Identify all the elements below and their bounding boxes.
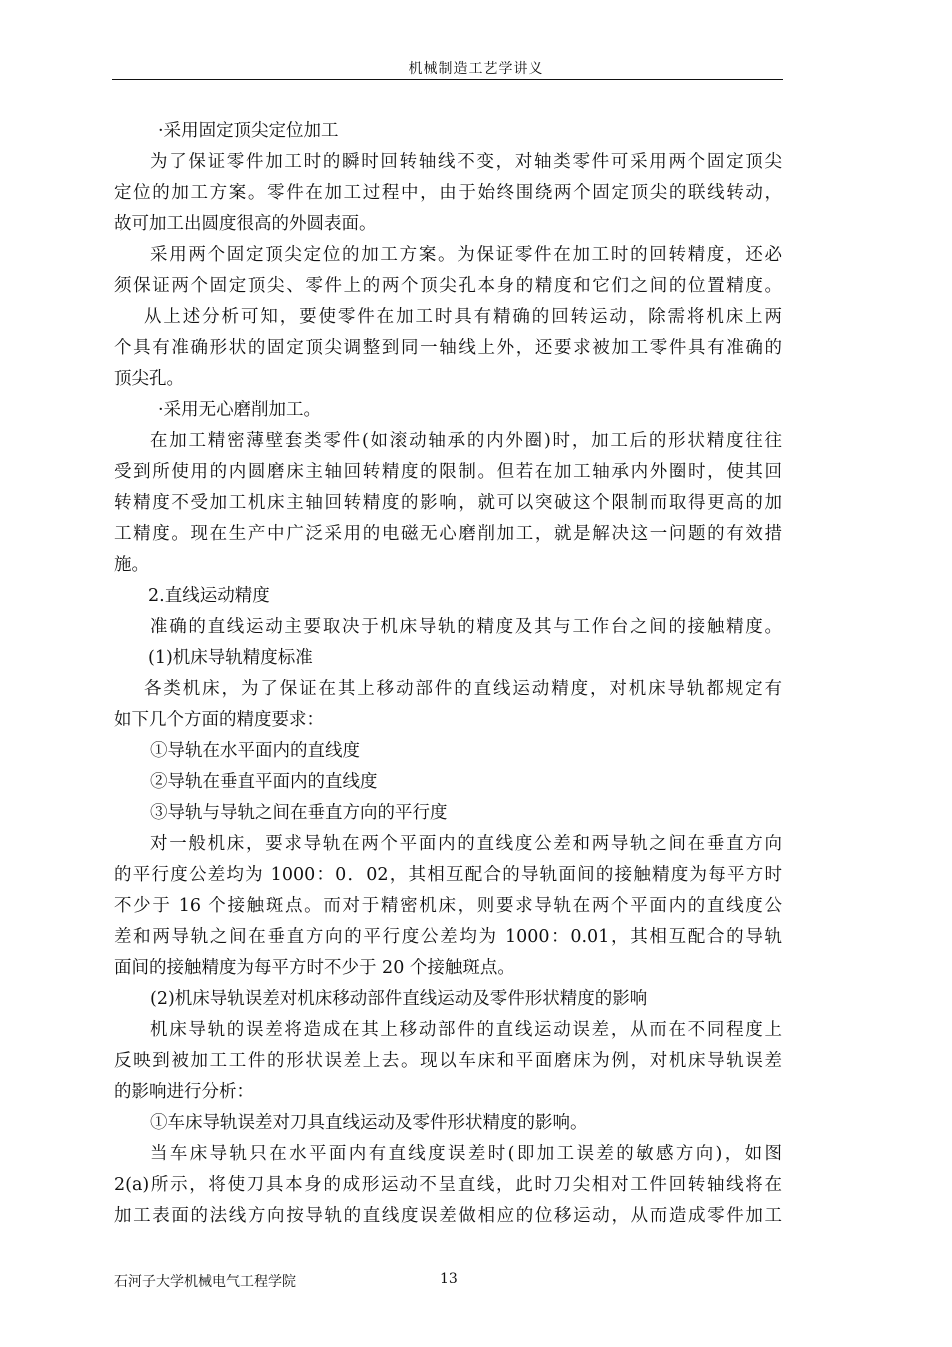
text-line: 的平行度公差均为 1000：0．02，其相互配合的导轨面间的接触精度为每平方时 <box>114 865 782 885</box>
text-line: 个具有准确形状的固定顶尖调整到同一轴线上外，还要求被加工零件具有准确的 <box>114 338 782 358</box>
text-line: 准确的直线运动主要取决于机床导轨的精度及其与工作台之间的接触精度。 <box>150 617 782 637</box>
text-line: 施。 <box>114 555 149 575</box>
subheading-guideway-standard: (1)机床导轨精度标准 <box>148 648 313 668</box>
running-header-title: 机械制造工艺学讲义 <box>408 61 544 77</box>
text-line: 如下几个方面的精度要求： <box>114 710 324 730</box>
section-heading-linear-motion: 2.直线运动精度 <box>148 586 270 606</box>
body-text <box>114 116 782 1232</box>
text-line: 加工表面的法线方向按导轨的直线度误差做相应的位移运动，从而造成零件加工 <box>114 1206 782 1226</box>
page-number: 13 <box>440 1271 458 1287</box>
text-line: 受到所使用的内圆磨床主轴回转精度的限制。但若在加工轴承内外圈时，使其回 <box>114 462 782 482</box>
text-line: 的影响进行分析： <box>114 1082 254 1102</box>
text-line: 工精度。现在生产中广泛采用的电磁无心磨削加工，就是解决这一问题的有效措 <box>114 524 782 544</box>
subheading-guideway-error-effect: (2)机床导轨误差对机床移动部件直线运动及零件形状精度的影响 <box>150 989 648 1009</box>
text-line: 不少于 16 个接触斑点。而对于精密机床，则要求导轨在两个平面内的直线度公 <box>114 896 782 916</box>
text-line: 采用两个固定顶尖定位的加工方案。为保证零件在加工时的回转精度，还必 <box>150 245 782 265</box>
bullet-centerless-grinding: ·采用无心磨削加工。 <box>158 400 322 420</box>
text-line: 须保证两个固定顶尖、零件上的两个顶尖孔本身的精度和它们之间的位置精度。 <box>114 276 782 296</box>
text-line: 为了保证零件加工时的瞬时回转轴线不变，对轴类零件可采用两个固定顶尖 <box>150 152 782 172</box>
text-line: 转精度不受加工机床主轴回转精度的影响，就可以突破这个限制而取得更高的加 <box>114 493 782 513</box>
text-line: 面间的接触精度为每平方时不少于 20 个接触斑点。 <box>114 958 515 978</box>
list-item: ③导轨与导轨之间在垂直方向的平行度 <box>150 803 448 823</box>
text-line: 定位的加工方案。零件在加工过程中，由于始终围绕两个固定顶尖的联线转动， <box>114 183 782 203</box>
list-item: ②导轨在垂直平面内的直线度 <box>150 772 378 792</box>
text-line: 2(a)所示，将使刀具本身的成形运动不呈直线，此时刀尖相对工件回转轴线将在 <box>114 1175 782 1195</box>
text-line: 对一般机床，要求导轨在两个平面内的直线度公差和两导轨之间在垂直方向 <box>150 834 782 854</box>
text-line: 在加工精密薄壁套类零件(如滚动轴承的内外圈)时，加工后的形状精度往往 <box>150 431 782 451</box>
text-line: 机床导轨的误差将造成在其上移动部件的直线运动误差，从而在不同程度上 <box>150 1020 782 1040</box>
text-line: 故可加工出圆度很高的外圆表面。 <box>114 214 377 234</box>
header-divider <box>112 79 783 80</box>
text-line: 各类机床，为了保证在其上移动部件的直线运动精度，对机床导轨都规定有 <box>144 679 782 699</box>
text-line: 反映到被加工工件的形状误差上去。现以车床和平面磨床为例，对机床导轨误差 <box>114 1051 782 1071</box>
text-line: 差和两导轨之间在垂直方向的平行度公差均为 1000：0.01，其相互配合的导轨 <box>114 927 782 947</box>
list-item: ①车床导轨误差对刀具直线运动及零件形状精度的影响。 <box>150 1113 588 1133</box>
text-line: 当车床导轨只在水平面内有直线度误差时(即加工误差的敏感方向)，如图 <box>150 1144 782 1164</box>
footer-institution: 石河子大学机械电气工程学院 <box>114 1274 296 1290</box>
text-line: 顶尖孔。 <box>114 369 184 389</box>
bullet-fixed-center-positioning: ·采用固定顶尖定位加工 <box>158 121 339 141</box>
list-item: ①导轨在水平面内的直线度 <box>150 741 360 761</box>
text-line: 从上述分析可知，要使零件在加工时具有精确的回转运动，除需将机床上两 <box>144 307 782 327</box>
